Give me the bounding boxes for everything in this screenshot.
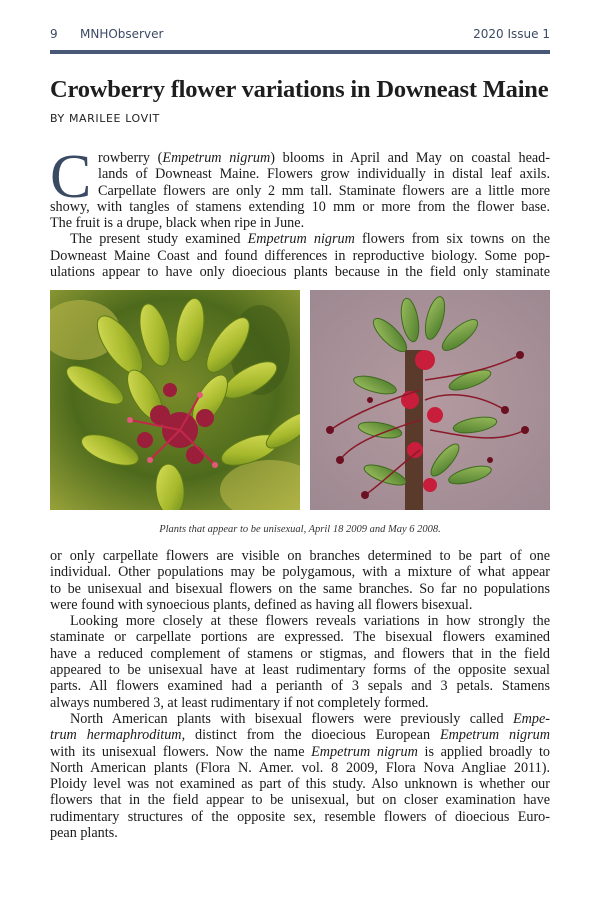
text-line: appeared to be unisexual have at least rudimentary forms of the opposite sexual — [50, 662, 550, 679]
page-number: 9 — [50, 27, 58, 41]
photo-caption: Plants that appear to be unisexual, April 18 2009 and May 6 2008. — [159, 524, 441, 535]
text-line: North American plants (Flora N. Amer. vol. 8 2009, Flora Nova Angliae 2011). — [50, 759, 550, 776]
text-line: trum hermaphroditum, distinct from the dioecious European Empetrum nigrum — [50, 727, 550, 744]
text-line: The present study examined Empetrum nigrum flowers from six towns on the — [70, 231, 550, 248]
text-line: Looking more closely at these flowers reveals variations in how strongly the — [70, 613, 550, 630]
article-body-bottom — [50, 548, 550, 841]
text-line: Downeast Maine Coast and found differences in reproductive biology. Some pop- — [50, 247, 550, 264]
photo-carpellate-flower — [310, 290, 550, 510]
text-line: rudimentary structures of the opposite sex, resemble flowers of dioecious Euro- — [50, 808, 550, 825]
text-line: Carpellate flowers are only 2 mm tall. Staminate flowers are a little more — [98, 182, 550, 199]
text-line: staminate or carpellate portions are expressed. The bisexual flowers examined — [50, 629, 550, 646]
text-line: pean plants. — [50, 825, 118, 842]
photo-staminate-flower — [50, 290, 300, 510]
text-line: individual. Other populations may be polygamous, with a mixture of what appear — [50, 564, 550, 581]
text-line: with its unisexual flowers. Now the name Empetrum nigrum is applied broadly to — [50, 743, 550, 760]
text-line: were found with synoecious plants, defined as having all flowers bisexual. — [50, 596, 473, 613]
text-line: The fruit is a drupe, black when ripe in June. — [50, 215, 305, 232]
article-body-top — [50, 143, 550, 281]
text-line: to be unisexual and bisexual flowers on the same branches. So far no populations — [50, 580, 550, 597]
text-line: or only carpellate flowers are visible on branches determined to be part of one — [50, 548, 550, 564]
text-line: Ploidy level was not examined as part of this study. Also unknown is whether our — [50, 776, 550, 793]
text-line: showy, with tangles of stamens extending 10 mm or more from the flower base. — [50, 198, 550, 215]
text-line: flowers that in the field appear to be unisexual, but on closer examination have — [50, 792, 550, 809]
text-line: lands of Downeast Maine. Flowers grow individually in distal leaf axils. — [98, 166, 550, 183]
text-line: rowberry (Empetrum nigrum) blooms in April and May on coastal head- — [98, 150, 550, 166]
magazine-name: MNHObserver — [80, 27, 164, 41]
drop-cap: C — [50, 143, 92, 211]
text-line: have a reduced complement of stamens or stigmas, and flowers that in the field — [50, 645, 550, 662]
issue-label: 2020 Issue 1 — [473, 27, 550, 41]
text-line: parts. All flowers examined had a perianth of 3 sepals and 3 petals. Stamens — [50, 678, 550, 695]
text-line: always numbered 3, at least rudimentary if not completely formed. — [50, 694, 429, 711]
byline: BY MARILEE LOVIT — [50, 112, 160, 125]
text-line: North American plants with bisexual flowers were previously called Empe- — [70, 710, 550, 727]
page-header — [50, 27, 550, 43]
header-rule — [50, 50, 550, 54]
text-line: ulations appear to have only dioecious plants because in the field only staminate — [50, 264, 550, 281]
article-title: Crowberry flower variations in Downeast Maine — [50, 76, 549, 103]
